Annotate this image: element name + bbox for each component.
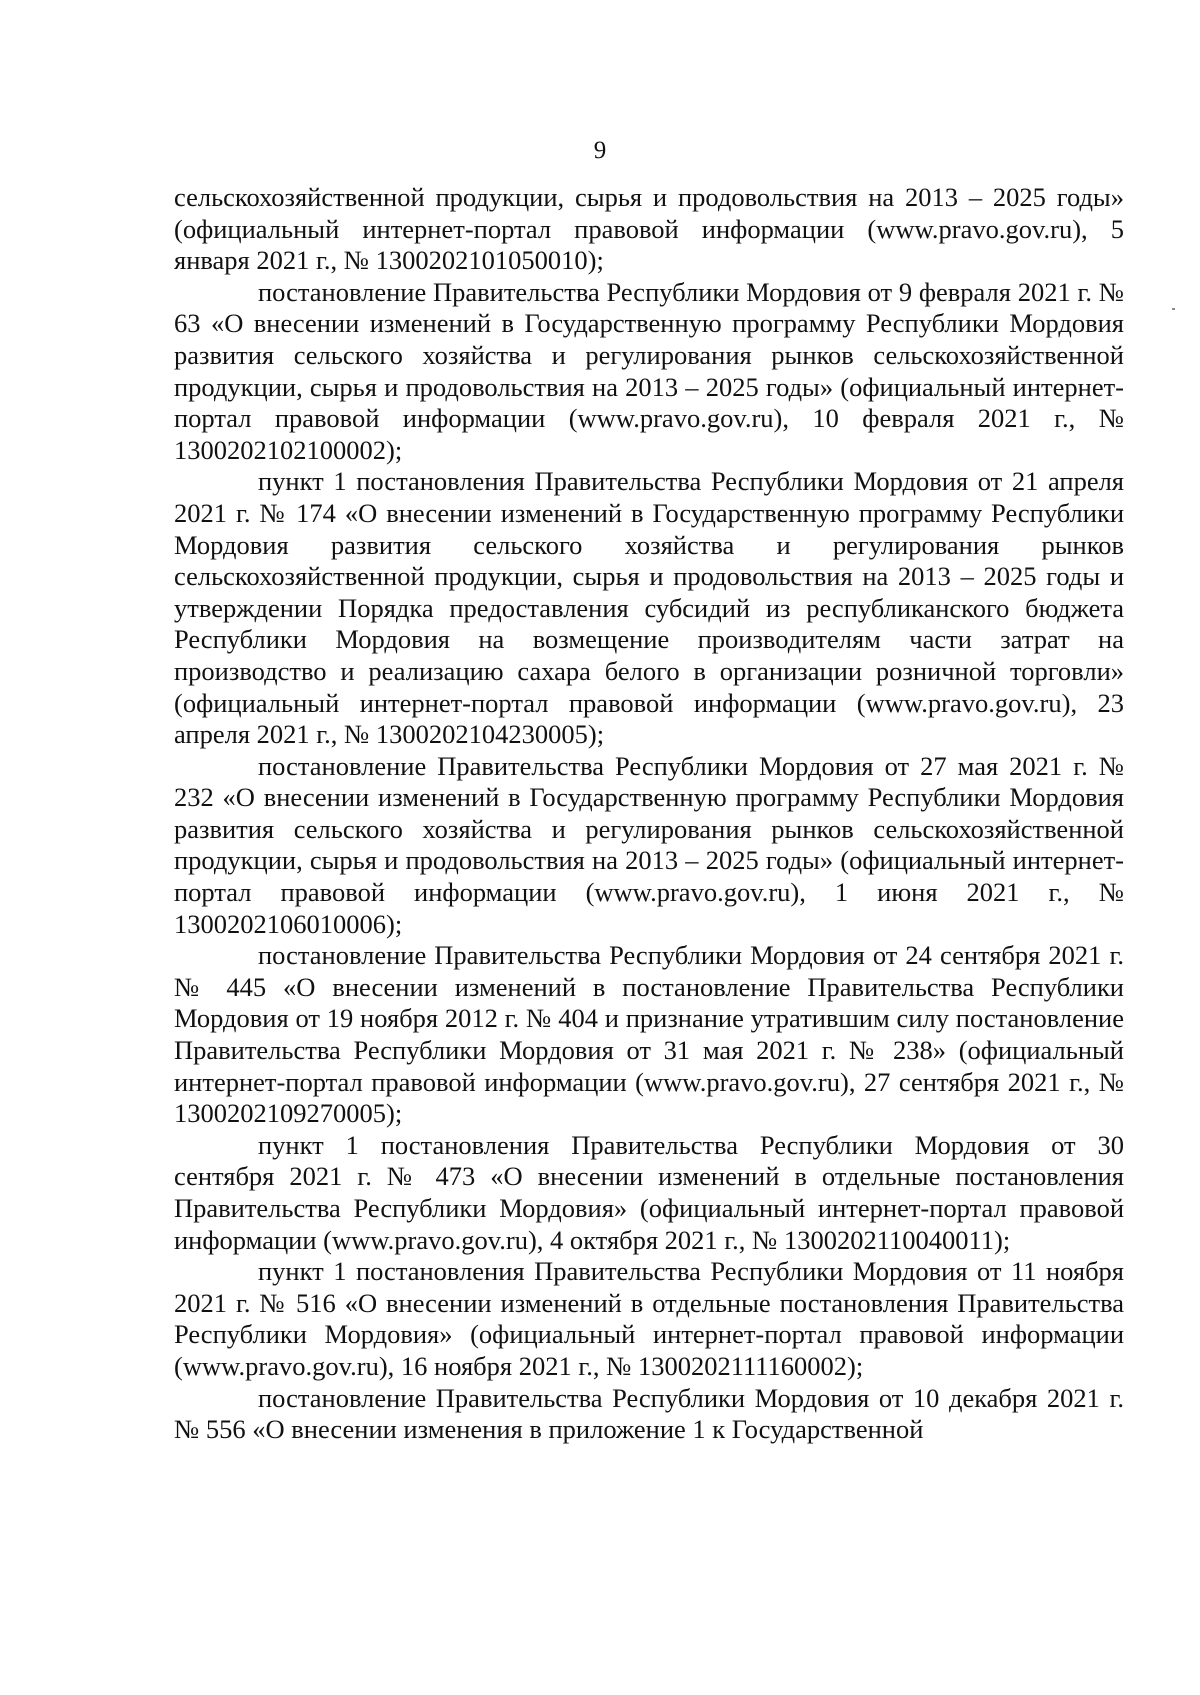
paragraph-resolution-apr-2021: пункт 1 постановления Правительства Республики Мордовия от 21 апреля 2021 г. № 174 «О внесении изменений в Государственную программу Республики Мордовия развития сельского хозяйства и регулирования рынков сельскохозяйственной продукции, сырья и продовольствия на 2013 – 2025 годы и утверждении Порядка предоставления субсидий из республиканского бюджета Республики Мордовия на возмещение производителям части затрат на производство и реализацию сахара белого в организации розничной торговли» (официальный интернет-портал правовой информации (www.pravo.gov.ru), 23 апреля 2021 г., № 1300202104230005);: [174, 466, 1124, 750]
paragraph-resolution-feb-2021: постановление Правительства Республики Мордовия от 9 февраля 2021 г. № 63 «О внесении изменений в Государственную программу Республики Мордовия развития сельского хозяйства и регулирования рынков сельскохозяйственной продукции, сырья и продовольствия на 2013 – 2025 годы» (официальный интернет-портал правовой информации (www.pravo.gov.ru), 10 февраля 2021 г., № 1300202102100002);: [174, 276, 1124, 465]
page-number: 9: [593, 137, 607, 164]
paragraph-continuation: сельскохозяйственной продукции, сырья и продовольствия на 2013 – 2025 годы» (официальный интернет-портал правовой информации (www.pravo.gov.ru), 5 января 2021 г., № 1300202101050010);: [174, 182, 1124, 276]
paragraph-resolution-may-2021: постановление Правительства Республики Мордовия от 27 мая 2021 г. № 232 «О внесении изменений в Государственную программу Республики Мордовия развития сельского хозяйства и регулирования рынков сельскохозяйственной продукции, сырья и продовольствия на 2013 – 2025 годы» (официальный интернет-портал правовой информации (www.pravo.gov.ru), 1 июня 2021 г., № 1300202106010006);: [174, 750, 1124, 939]
paragraph-resolution-nov-2021: пункт 1 постановления Правительства Республики Мордовия от 11 ноября 2021 г. № 516 «О внесении изменений в отдельные постановления Правительства Республики Мордовия» (официальный интернет-портал правовой информации (www.pravo.gov.ru), 16 ноября 2021 г., № 1300202111160002);: [174, 1256, 1124, 1381]
paragraph-resolution-sep-24-2021: постановление Правительства Республики Мордовия от 24 сентября 2021 г. № 445 «О внесении изменений в постановление Правительства Республики Мордовия от 19 ноября 2012 г. № 404 и признание утратившим силу постановление Правительства Республики Мордовия от 31 мая 2021 г. № 238» (официальный интернет-портал правовой информации (www.pravo.gov.ru), 27 сентября 2021 г., № 1300202109270005);: [174, 940, 1124, 1129]
paragraph-resolution-dec-2021: постановление Правительства Республики Мордовия от 10 декабря 2021 г. № 556 «О внесении изменения в приложение 1 к Государственной: [174, 1382, 1124, 1445]
document-body: [174, 182, 1124, 1446]
paragraph-resolution-sep-30-2021: пункт 1 постановления Правительства Республики Мордовия от 30 сентября 2021 г. № 473 «О внесении изменений в отдельные постановления Правительства Республики Мордовия» (официальный интернет-портал правовой информации (www.pravo.gov.ru), 4 октября 2021 г., № 1300202110040011);: [174, 1129, 1124, 1255]
scan-speck: [1172, 308, 1175, 310]
